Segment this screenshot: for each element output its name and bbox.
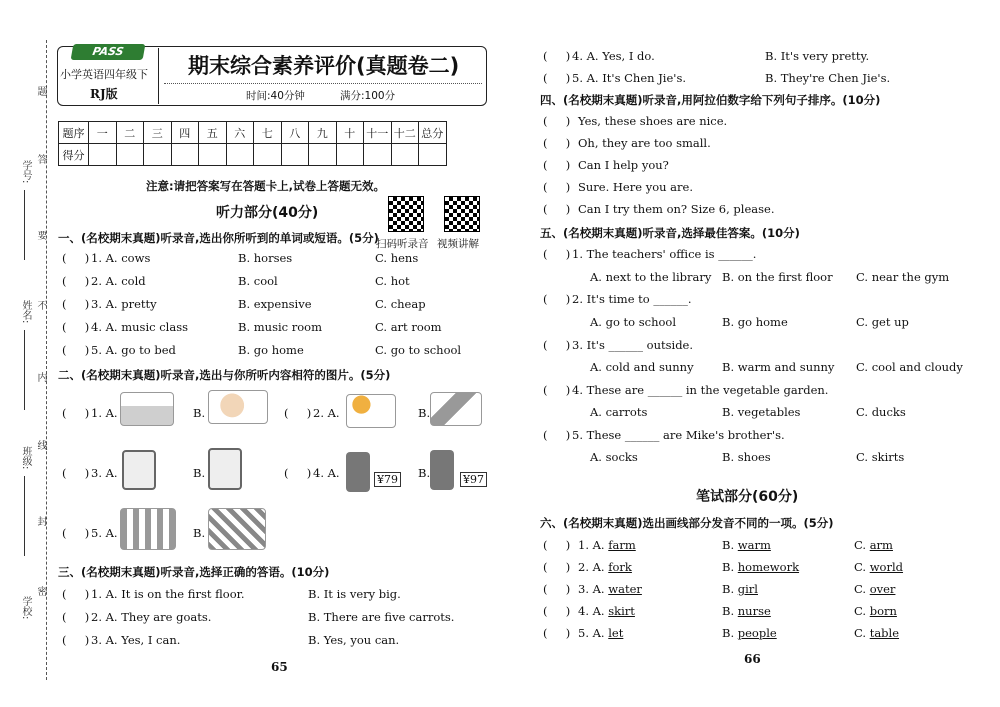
option-a-label: 4. A.	[578, 604, 605, 618]
score-table	[58, 121, 447, 166]
question: 5. These ______ are Mike's brother's.	[572, 428, 785, 442]
option-c-word: table	[869, 626, 900, 640]
question-label: 5. A.	[91, 526, 118, 540]
waking-boy-picture[interactable]	[208, 390, 268, 424]
edition-label: RJ版	[90, 87, 118, 101]
margin-label: 要	[35, 230, 46, 240]
question-label: 4. A.	[313, 466, 340, 480]
option-c-label: C.	[854, 604, 867, 618]
option-a-label: 1. A.	[578, 538, 605, 552]
score-cell[interactable]	[226, 144, 254, 166]
score-cell[interactable]	[199, 144, 227, 166]
option-c: C. near the gym	[856, 270, 950, 284]
option-c-label: C.	[854, 626, 867, 640]
score-cell[interactable]	[419, 144, 447, 166]
header-divider	[158, 48, 159, 104]
option-a: 2. A. They are goats.	[91, 610, 212, 624]
score-cell[interactable]	[309, 144, 337, 166]
answer-paren[interactable]: ( )	[543, 428, 571, 442]
option-a	[578, 604, 635, 618]
listening-title: 听力部分(40分)	[216, 205, 319, 221]
option-c: C. cool and cloudy	[856, 360, 963, 374]
answer-paren[interactable]: ( )	[543, 560, 571, 574]
score-cell[interactable]	[171, 144, 199, 166]
question: 2. It's time to ______.	[572, 292, 692, 306]
option-b: B. It's very pretty.	[765, 49, 870, 63]
margin-label: 密	[35, 586, 46, 596]
qr-caption: 视频讲解	[437, 238, 479, 250]
score-head: 七	[254, 122, 282, 144]
answer-paren[interactable]: ( )	[62, 466, 90, 480]
question-label: 1. A.	[91, 406, 118, 420]
question: 4. These are ______ in the vegetable garden.	[572, 383, 829, 397]
scarf-picture[interactable]	[346, 452, 370, 492]
option-b: B. cool	[238, 274, 278, 288]
option-c: C. skirts	[856, 450, 905, 464]
option-a	[578, 538, 636, 552]
qr-caption: 扫码听录音	[376, 238, 429, 250]
class-line	[24, 476, 25, 556]
option-b	[722, 560, 799, 574]
option-b-word: homework	[737, 560, 800, 574]
score-cell[interactable]	[144, 144, 172, 166]
answer-paren[interactable]: ( )	[62, 251, 90, 265]
option-c: C. art room	[375, 320, 442, 334]
answer-paren[interactable]: ( )	[543, 202, 571, 216]
option-a-label: 3. A.	[578, 582, 605, 596]
option-b: B. It is very big.	[308, 587, 401, 601]
sentence: Oh, they are too small.	[578, 136, 711, 150]
grade-label: 小学英语四年级下	[60, 68, 148, 81]
option-c: C. hot	[375, 274, 410, 288]
notice: 注意:请把答案写在答题卡上,试卷上答题无效。	[146, 179, 385, 193]
option-b-label: B.	[418, 406, 431, 420]
option-b-word: nurse	[737, 604, 771, 618]
student-id-line	[24, 190, 25, 260]
score-head: 九	[309, 122, 337, 144]
option-c-word: born	[869, 604, 897, 618]
option-c-word: over	[869, 582, 896, 596]
margin-label: 内	[35, 372, 46, 382]
scarf-picture[interactable]	[430, 450, 454, 490]
score-head: 题序	[59, 122, 89, 144]
option-a: 1. A. cows	[91, 251, 151, 265]
option-a-label: 5. A.	[578, 626, 605, 640]
section-3-title: 三、(名校期末真题)听录音,选择正确的答语。(10分)	[58, 565, 330, 579]
score-head: 八	[281, 122, 309, 144]
margin-label: 不	[35, 300, 46, 310]
answer-paren[interactable]: ( )	[62, 320, 90, 334]
answer-paren[interactable]: ( )	[543, 383, 571, 397]
option-b: B. expensive	[238, 297, 312, 311]
section-2-title: 二、(名校期末真题)听录音,选出与你所听内容相符的图片。(5分)	[58, 368, 391, 382]
answer-paren[interactable]: ( )	[62, 610, 90, 624]
option-b-label: B.	[193, 526, 206, 540]
student-id-label: 学号:	[20, 160, 31, 184]
option-c-label: C.	[854, 582, 867, 596]
answer-paren[interactable]: ( )	[62, 587, 90, 601]
option-a-word: fork	[608, 560, 632, 574]
option-b-label: B.	[722, 582, 735, 596]
answer-paren[interactable]: ( )	[284, 406, 312, 420]
section-4-title: 四、(名校期末真题)听录音,用阿拉伯数字给下列句子排序。(10分)	[540, 93, 881, 107]
score-head: 四	[171, 122, 199, 144]
option-c: C. hens	[375, 251, 419, 265]
section-5-title: 五、(名校期末真题)听录音,选择最佳答案。(10分)	[540, 226, 800, 240]
answer-paren[interactable]: ( )	[62, 526, 90, 540]
answer-paren[interactable]: ( )	[62, 297, 90, 311]
page-number-right: 66	[744, 652, 761, 666]
section-1-title: 一、(名校期末真题)听录音,选出你所听到的单词或短语。(5分)	[58, 231, 379, 245]
score-head: 总分	[419, 122, 447, 144]
option-c-word: world	[869, 560, 904, 574]
writing-title: 笔试部分(60分)	[696, 489, 799, 505]
score-cell[interactable]	[364, 144, 392, 166]
option-a: 4. A. Yes, I do.	[572, 49, 655, 63]
answer-paren[interactable]: ( )	[543, 71, 571, 85]
sentence: Yes, these shoes are nice.	[578, 114, 728, 128]
option-b-label: B.	[193, 466, 206, 480]
option-b: B. Yes, you can.	[308, 633, 400, 647]
school-label: 学校:	[20, 596, 31, 620]
price-tag: ¥97	[460, 472, 487, 487]
option-a	[578, 626, 623, 640]
answer-paren[interactable]: ( )	[543, 292, 571, 306]
option-a-word: water	[608, 582, 642, 596]
option-b-label: B.	[722, 604, 735, 618]
full-score-label: 满分:100分	[340, 90, 396, 102]
answer-paren[interactable]: ( )	[62, 633, 90, 647]
option-c: C. ducks	[856, 405, 906, 419]
margin-label: 答	[35, 154, 46, 164]
margin-binding-line	[46, 40, 47, 680]
name-label: 姓名:	[20, 300, 31, 324]
option-a	[578, 560, 632, 574]
option-a: A. cold and sunny	[590, 360, 694, 374]
option-b: B. go home	[238, 343, 304, 357]
option-c-label: C.	[854, 560, 867, 574]
option-a: A. go to school	[590, 315, 677, 329]
option-a: A. socks	[590, 450, 638, 464]
answer-paren[interactable]: ( )	[543, 136, 571, 150]
option-b	[722, 604, 771, 618]
option-b-word: people	[737, 626, 777, 640]
answer-paren[interactable]: ( )	[543, 158, 571, 172]
question-label: 3. A.	[91, 466, 118, 480]
option-c: C. cheap	[375, 297, 426, 311]
question: 1. The teachers' office is ______.	[572, 247, 757, 261]
option-b-label: B.	[722, 538, 735, 552]
score-cell[interactable]	[254, 144, 282, 166]
option-b: B. go home	[722, 315, 788, 329]
answer-paren[interactable]: ( )	[543, 604, 571, 618]
class-label: 班级:	[20, 446, 31, 470]
score-head: 三	[144, 122, 172, 144]
score-head: 五	[199, 122, 227, 144]
option-a: 5. A. go to bed	[91, 343, 176, 357]
option-b	[722, 538, 771, 552]
margin-label: 线	[35, 440, 46, 450]
option-b-label: B.	[193, 406, 206, 420]
option-c	[854, 560, 903, 574]
option-a: 3. A. pretty	[91, 297, 157, 311]
question-label: 2. A.	[313, 406, 340, 420]
option-b-label: B.	[722, 626, 735, 640]
option-a-word: let	[608, 626, 624, 640]
score-head: 十一	[364, 122, 392, 144]
chair-picture[interactable]	[122, 450, 156, 490]
option-c: C. go to school	[375, 343, 462, 357]
qr-code-icon[interactable]	[388, 196, 424, 232]
option-b: B. vegetables	[722, 405, 801, 419]
sleeping-boy-picture[interactable]	[120, 392, 174, 426]
option-b: B. They're Chen Jie's.	[765, 71, 891, 85]
sentence: Can I help you?	[578, 158, 669, 172]
answer-paren[interactable]: ( )	[62, 343, 90, 357]
pass-logo: PASS	[71, 44, 146, 60]
score-head: 十二	[391, 122, 419, 144]
option-b: B. horses	[238, 251, 293, 265]
option-b: B. music room	[238, 320, 322, 334]
margin-label: 封	[35, 516, 46, 526]
score-row-label: 得分	[59, 144, 89, 166]
option-c-label: C.	[854, 538, 867, 552]
page-number-left: 65	[271, 660, 288, 674]
option-a: A. next to the library	[590, 270, 712, 284]
answer-paren[interactable]: ( )	[543, 582, 571, 596]
option-a-word: farm	[608, 538, 636, 552]
question: 3. It's ______ outside.	[572, 338, 694, 352]
option-a: 3. A. Yes, I can.	[91, 633, 181, 647]
option-a: 4. A. music class	[91, 320, 189, 334]
score-cell[interactable]	[89, 144, 117, 166]
answer-paren[interactable]: ( )	[62, 274, 90, 288]
option-a: 5. A. It's Chen Jie's.	[572, 71, 687, 85]
sentence: Can I try them on? Size 6, please.	[578, 202, 775, 216]
option-a-word: skirt	[608, 604, 635, 618]
sunny-boy-picture[interactable]	[346, 394, 396, 428]
option-b: B. There are five carrots.	[308, 610, 455, 624]
header-dotline	[164, 83, 482, 84]
option-a: 1. A. It is on the first floor.	[91, 587, 245, 601]
answer-paren[interactable]: ( )	[62, 406, 90, 420]
option-b-word: warm	[737, 538, 771, 552]
option-c	[854, 582, 895, 596]
price-tag: ¥79	[374, 472, 401, 487]
qr-code-icon[interactable]	[444, 196, 480, 232]
score-cell[interactable]	[281, 144, 309, 166]
cows-picture[interactable]	[208, 508, 266, 550]
score-head: 二	[116, 122, 144, 144]
option-b: B. warm and sunny	[722, 360, 835, 374]
answer-paren[interactable]: ( )	[543, 538, 571, 552]
time-label: 时间:40分钟	[246, 90, 305, 102]
score-head: 一	[89, 122, 117, 144]
option-c	[854, 538, 893, 552]
answer-paren[interactable]: ( )	[543, 247, 571, 261]
page-title: 期末综合素养评价(真题卷二)	[188, 54, 460, 78]
option-c: C. get up	[856, 315, 909, 329]
sentence: Sure. Here you are.	[578, 180, 693, 194]
name-line	[24, 330, 25, 410]
horses-picture[interactable]	[120, 508, 176, 550]
margin-label: 题	[35, 86, 46, 96]
answer-paren[interactable]: ( )	[543, 180, 571, 194]
answer-paren[interactable]: ( )	[543, 49, 571, 63]
answer-paren[interactable]: ( )	[543, 626, 571, 640]
score-head: 六	[226, 122, 254, 144]
option-b-label: B.	[418, 466, 431, 480]
option-a-label: 2. A.	[578, 560, 605, 574]
section-6-title: 六、(名校期末真题)选出画线部分发音不同的一项。(5分)	[540, 516, 834, 530]
answer-paren[interactable]: ( )	[284, 466, 312, 480]
option-a: 2. A. cold	[91, 274, 146, 288]
option-b-label: B.	[722, 560, 735, 574]
option-b	[722, 582, 758, 596]
score-cell[interactable]	[116, 144, 144, 166]
score-cell[interactable]	[336, 144, 364, 166]
answer-paren[interactable]: ( )	[543, 338, 571, 352]
option-b	[722, 626, 777, 640]
option-a	[578, 582, 642, 596]
umbrella-picture[interactable]	[430, 392, 482, 426]
option-c-word: arm	[869, 538, 893, 552]
option-b-word: girl	[737, 582, 758, 596]
chair-picture[interactable]	[208, 448, 242, 490]
answer-paren[interactable]: ( )	[543, 114, 571, 128]
option-a: A. carrots	[590, 405, 648, 419]
option-b: B. shoes	[722, 450, 771, 464]
score-head: 十	[336, 122, 364, 144]
option-c	[854, 626, 899, 640]
option-c	[854, 604, 897, 618]
score-cell[interactable]	[391, 144, 419, 166]
option-b: B. on the first floor	[722, 270, 833, 284]
